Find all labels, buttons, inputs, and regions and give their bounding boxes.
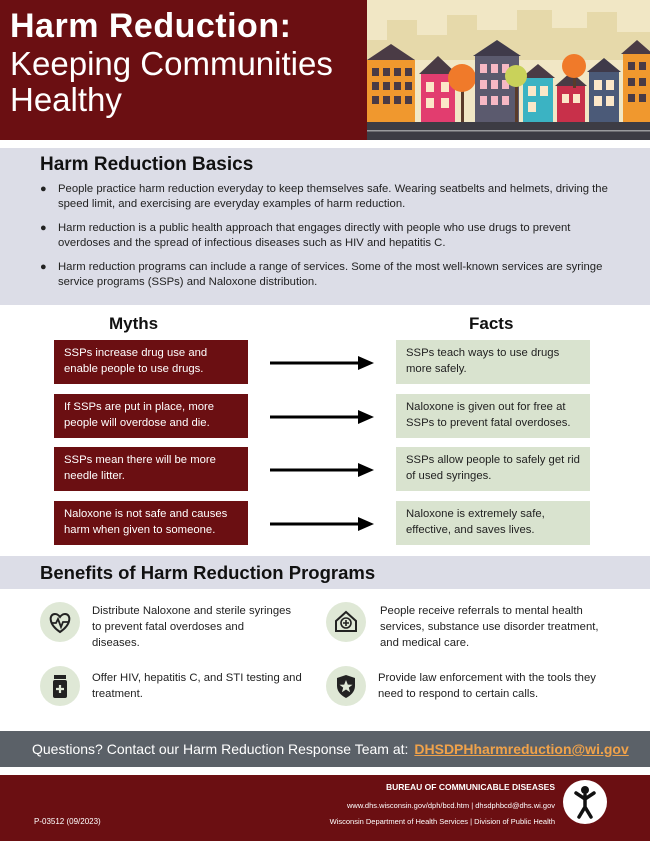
title-line-1: Harm Reduction: xyxy=(10,7,292,45)
footer xyxy=(0,775,650,841)
page-title xyxy=(10,6,333,118)
police-badge-icon xyxy=(326,666,366,706)
contact-email-link[interactable]: DHSDPHharmreduction@wi.gov xyxy=(414,741,629,757)
benefit-text-4: Provide law enforcement with the tools they need to respond to certain calls. xyxy=(378,672,596,700)
dhs-logo-icon xyxy=(562,779,608,825)
footer-web-links[interactable]: www.dhs.wisconsin.gov/dph/bcd.htm | dhsdphbcd@dhs.wi.gov xyxy=(346,801,555,810)
house-medical-icon xyxy=(326,602,366,642)
fact-box-1: SSPs teach ways to use drugs more safely. xyxy=(396,340,590,384)
department-name: Wisconsin Department of Health Services | Division of Public Health xyxy=(329,817,555,826)
arrow-right-icon xyxy=(270,462,374,478)
benefits-heading-band xyxy=(0,556,650,589)
fact-box-4: Naloxone is extremely safe, effective, and saves lives. xyxy=(396,501,590,545)
benefit-text-2: People receive referrals to mental health services, substance use disorder treatment, and medical care. xyxy=(380,605,599,649)
bureau-name: BUREAU OF COMMUNICABLE DISEASES xyxy=(385,782,555,792)
basics-heading: Harm Reduction Basics xyxy=(40,154,254,175)
contact-bar xyxy=(0,731,650,767)
benefit-text-1: Distribute Naloxone and sterile syringes to prevent fatal overdoses and diseases. xyxy=(92,605,292,649)
list-item: ● Harm reduction is a public health approach that engages directly with people who use drugs to prevent overdoses and the spread of infectious diseases such as HIV and hepatitis C. xyxy=(40,222,571,249)
bullet-icon: ● xyxy=(40,222,47,234)
fact-box-2: Naloxone is given out for free at SSPs to prevent fatal overdoses. xyxy=(396,394,590,438)
myths-heading: Myths xyxy=(109,314,159,333)
houses-illustration-icon xyxy=(367,0,650,140)
myth-box-1: SSPs increase drug use and enable people to use drugs. xyxy=(54,340,248,384)
myth-box-3: SSPs mean there will be more needle litter. xyxy=(54,447,248,491)
title-line-2: Keeping Communities xyxy=(10,45,333,82)
myth-box-4: Naloxone is not safe and causes harm when given to someone. xyxy=(54,501,248,545)
fact-box-3: SSPs allow people to safely get rid of used syringes. xyxy=(396,447,590,491)
arrow-right-icon xyxy=(270,355,374,371)
publication-number: P-03512 (09/2023) xyxy=(34,817,101,826)
arrow-right-icon xyxy=(270,516,374,532)
benefits-heading: Benefits of Harm Reduction Programs xyxy=(40,562,376,583)
basics-list xyxy=(38,182,618,299)
title-line-3: Healthy xyxy=(10,81,122,118)
list-item: ● People practice harm reduction everyday to keep themselves safe. Wearing seatbelts and helmets, driving the speed limit, and exercising are everyday examples of harm reduction. xyxy=(40,183,608,210)
basics-section xyxy=(0,148,650,305)
facts-heading: Facts xyxy=(469,314,514,333)
header-banner xyxy=(0,0,650,140)
myth-box-2: If SSPs are put in place, more people will overdose and die. xyxy=(54,394,248,438)
arrow-right-icon xyxy=(270,409,374,425)
heart-pulse-icon xyxy=(40,602,80,642)
bullet-icon: ● xyxy=(40,261,47,273)
bullet-icon: ● xyxy=(40,183,47,195)
list-item: ● Harm reduction programs can include a range of services. Some of the most well-known services are syringe service programs (SSPs) and Naloxone distribution. xyxy=(40,261,603,288)
benefit-text-3: Offer HIV, hepatitis C, and STI testing and treatment. xyxy=(92,672,302,700)
contact-label: Questions? Contact our Harm Reduction Response Team at: xyxy=(32,741,409,757)
neighborhood-illustration xyxy=(367,0,650,140)
medicine-bottle-icon xyxy=(40,666,80,706)
